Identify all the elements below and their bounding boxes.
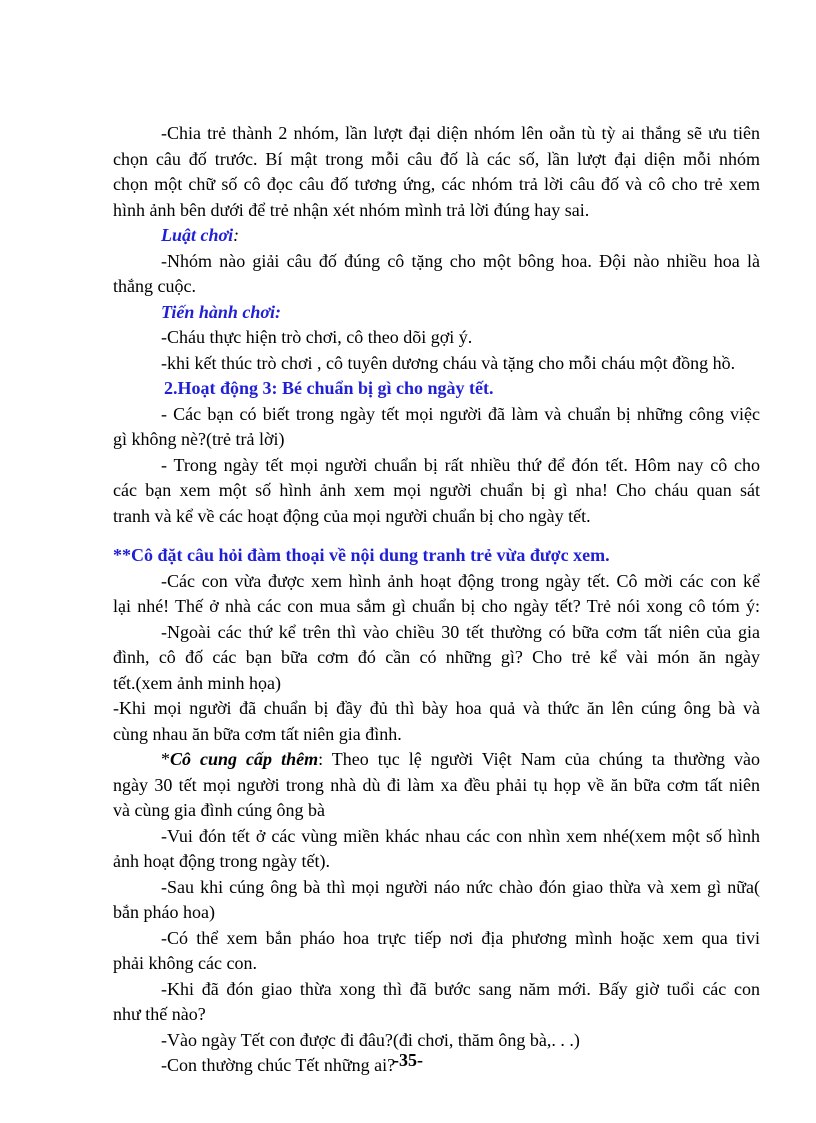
paragraph-line: tết.(xem ảnh minh họa): [113, 672, 281, 693]
paragraph-line: -Vào ngày Tết con được đi đâu?(đi chơi, thăm ông bà,. . .): [161, 1029, 580, 1050]
rules-heading-line: [113, 223, 760, 249]
questions-heading: **Cô đặt câu hỏi đàm thoại về nội dung tranh trẻ vừa được xem.: [113, 545, 610, 565]
paragraph-line: lại nhé! Thế ở nhà các con mua sắm gì chuẩn bị cho ngày tết? Trẻ nói xong cô tóm ý:: [113, 596, 760, 616]
paragraph-line: - Các bạn có biết trong ngày tết mọi người đã làm và chuẩn bị những công việc: [161, 403, 760, 424]
paragraph-line: -Các con vừa được xem hình ảnh hoạt động trong ngày tết. Cô mời các con kể: [161, 570, 760, 591]
rules-heading-colon: :: [233, 225, 240, 245]
paragraph-line: -Chia trẻ thành 2 nhóm, lần lượt đại diện nhóm lên oẳn tù tỳ ai thắng sẽ ưu tiên: [161, 123, 760, 143]
extra-heading-line: [113, 747, 760, 773]
paragraph-line: ảnh hoạt động trong ngày tết).: [113, 851, 330, 871]
paragraph-line: -Khi đã đón giao thừa xong thì đã bước sang năm mới. Bấy giờ tuổi các con: [161, 978, 760, 999]
paragraph-line: -Cháu thực hiện trò chơi, cô theo dõi gợi ý.: [161, 327, 473, 347]
paragraph-line: -Con thường chúc Tết những ai?: [161, 1055, 396, 1075]
extra-star: *: [161, 749, 170, 769]
paragraph-line: bắn pháo hoa): [113, 902, 215, 922]
play-heading: Tiến hành chơi:: [161, 301, 282, 322]
play-heading-line: [113, 300, 760, 326]
paragraph-line: các bạn xem một số hình ảnh xem mọi người chuẩn bị gì nha! Cho cháu quan sát: [113, 480, 760, 500]
paragraph-line: tranh và kể về các hoạt động của mọi người chuẩn bị cho ngày tết.: [113, 505, 591, 526]
paragraph-line: - Trong ngày tết mọi người chuẩn bị rất nhiều thứ để đón tết. Hôm nay cô cho: [161, 454, 760, 475]
paragraph-line: -Ngoài các thứ kể trên thì vào chiều 30 tết thường có bữa cơm tất niên của gia: [161, 621, 760, 642]
paragraph-line: và cùng gia đình cúng ông bà: [113, 800, 325, 820]
activity3-heading: 2.Hoạt động 3: Bé chuẩn bị gì cho ngày tết.: [164, 378, 494, 398]
document-body: [113, 121, 760, 1079]
paragraph-line: hình ảnh bên dưới để trẻ nhận xét nhóm mình trả lời đúng hay sai.: [113, 199, 590, 220]
extra-heading-rest: : Theo tục lệ người Việt Nam của chúng ta thường vào: [318, 749, 760, 769]
paragraph-line: -khi kết thúc trò chơi , cô tuyên dương cháu và tặng cho mỗi cháu một đồng hồ.: [161, 352, 736, 373]
paragraph-line: như thế nào?: [113, 1004, 206, 1024]
paragraph-line: cùng nhau ăn bữa cơm tất niên gia đình.: [113, 723, 402, 744]
paragraph-line: thắng cuộc.: [113, 276, 196, 296]
questions-heading-line: [113, 543, 760, 569]
paragraph-line: gì không nè?(trẻ trả lời): [113, 429, 285, 449]
activity3-heading-line: [113, 376, 760, 402]
paragraph-line: phải không các con.: [113, 953, 257, 973]
paragraph-line: -Sau khi cúng ông bà thì mọi người náo nức chào đón giao thừa và xem gì nữa(: [161, 876, 760, 897]
paragraph-line: -Khi mọi người đã chuẩn bị đầy đủ thì bày hoa quả và thức ăn lên cúng ông bà và: [113, 698, 760, 718]
paragraph-line: chọn câu đố trước. Bí mật trong mỗi câu đố là các số, lần lượt đại diện mỗi nhóm: [113, 148, 760, 169]
paragraph-line: ngày 30 tết mọi người trong nhà dù đi làm xa đều phải tụ họp về ăn bữa cơm tất niên: [113, 774, 760, 795]
paragraph-line: -Vui đón tết ở các vùng miền khác nhau các con nhìn xem nhé(xem một số hình: [161, 825, 760, 846]
page-number: -35-: [393, 1050, 423, 1070]
paragraph-line: đình, cô đố các bạn bữa cơm đó cần có những gì? Cho trẻ kể vài món ăn ngày: [113, 647, 760, 667]
paragraph-line: -Có thể xem bắn pháo hoa trực tiếp nơi địa phương mình hoặc xem qua tivi: [161, 927, 760, 948]
rules-heading: Luật chơi: [161, 225, 234, 245]
paragraph-line: -Nhóm nào giải câu đố đúng cô tặng cho một bông hoa. Đội nào nhiều hoa là: [161, 250, 760, 271]
paragraph-line: chọn một chữ số cô đọc câu đố tương ứng, các nhóm trả lời câu đố và cô cho trẻ xem: [113, 174, 760, 194]
extra-heading: Cô cung cấp thêm: [170, 749, 319, 769]
